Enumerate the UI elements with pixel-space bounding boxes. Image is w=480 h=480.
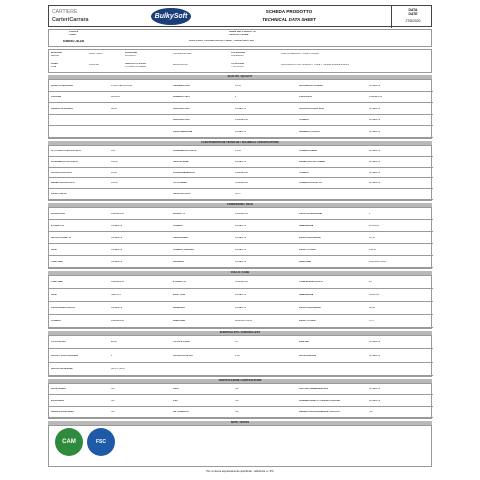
field-value: 4 (369, 212, 371, 215)
notes-band: NOTE / NOTES (48, 421, 432, 425)
field-label: BARCODE (299, 260, 312, 263)
field-label: STAMPA (299, 119, 309, 122)
field-value: PURA CELLULOSA (111, 84, 133, 87)
field-label: GPP RECOMMENDATION (299, 388, 328, 391)
field-label: ALTEZZA PALLET (173, 354, 194, 357)
tech-band: CARATTERISTICHE TECNICHE / TECHNICAL SPECIFICATIONS (48, 141, 432, 145)
field-label: PRINTAGGIO (173, 236, 188, 239)
table-row (49, 115, 433, 127)
field-value: NO (111, 411, 115, 414)
table-row (49, 407, 433, 418)
field-value: ASSENTE (369, 84, 381, 87)
field-label: PESO ROTOLO (173, 193, 191, 196)
field-label: PESO PACKAGING (299, 236, 321, 239)
field-label: TOTALE COLLI (173, 341, 191, 344)
cam-badge-icon: CAM (55, 428, 83, 456)
field-value: ASSENTE (369, 182, 381, 185)
field-value: NO (235, 399, 239, 402)
field-label: VASSOIO (173, 260, 184, 263)
field-label: BARCODE (173, 320, 186, 323)
field-label: PEZZI CONFEZIONE (299, 212, 323, 215)
field-label: LUNGHEZZA CARTA (173, 150, 197, 153)
field-label: PROTEZIONE (173, 160, 189, 163)
field-value: 8014326571116 (369, 260, 386, 263)
field-value: 2 (111, 354, 113, 357)
field-value: PRESENTE (235, 171, 248, 174)
pack-table (48, 207, 432, 269)
field-value: 8014326571130 (235, 320, 253, 323)
field-value: PRESENTE (235, 182, 248, 185)
field-label: GRADO DI BIANCO (51, 107, 74, 110)
table-row (49, 315, 433, 328)
field-label: STAMPA FASCETTA (299, 182, 322, 185)
field-label: ETICHETTA (173, 281, 187, 284)
field-label: MANIGLIA (173, 307, 185, 310)
product-code: 08087.E20 (63, 40, 85, 43)
field-label: PEFC (173, 388, 180, 391)
field-value: 20x10x10 (369, 224, 380, 227)
date-box: DATA DATE 27/8/2020 (391, 6, 434, 28)
field-label: PALLETIZZAZIONE (51, 368, 73, 371)
field-value: ASSENTE (111, 307, 123, 310)
field-label: STAMPA ANIMA (299, 150, 318, 153)
field-label: LUNGHEZZA STRAPPO (51, 160, 78, 163)
field-label: NORDIC ECOLABEL (51, 411, 75, 414)
case-band: COLLO / CASE (48, 271, 432, 275)
field-value: 15,40 (235, 150, 241, 153)
field-label: STAMPA VASSOIO (173, 248, 195, 251)
field-value: 98,00 (369, 307, 375, 310)
field-value: EPAL (111, 341, 117, 344)
field-label: CARTONE (51, 260, 63, 263)
field-label: EAN-128 (299, 341, 309, 344)
field-value: ASSENTE (369, 160, 381, 163)
table-row (49, 126, 433, 138)
cert-band: CERTIFICAZIONI / CERTIFICATION (48, 379, 432, 383)
field-label: ALIMENTARIETÀ / LEGGE ITALIANA (299, 399, 341, 402)
field-value: ASSENTE (111, 248, 123, 251)
field-value: ASSENTE (235, 236, 247, 239)
tech-table (48, 145, 432, 201)
field-label: FILM (51, 248, 57, 251)
field-label: TIPO PALLET (51, 341, 67, 344)
sheet-title: SCHEDA PRODOTTO (265, 9, 313, 14)
cert-table (48, 383, 432, 419)
table-row (49, 92, 433, 104)
table-row (49, 103, 433, 115)
table-row (49, 157, 433, 168)
field-value: PRESENTE (369, 96, 382, 99)
field-label: DIMENSIONI (299, 294, 314, 297)
product-name: BULKYSOFT CLASSIC HOTEL TOILET TISSUE ROLL 160 (189, 40, 254, 42)
field-value: ASSENTE (235, 260, 247, 263)
table-row (49, 276, 433, 289)
field-label: STAMPA (299, 171, 309, 174)
field-value: 2 (235, 96, 237, 99)
field-label: STAMPA (51, 320, 61, 323)
field-label: DIAMETRO INT. ANIMA (299, 160, 326, 163)
table-row (49, 178, 433, 189)
field-value: ASSENTE (369, 171, 381, 174)
field-value: ASSENTE (369, 119, 381, 122)
field-value: ASSENTE (235, 224, 247, 227)
field-label: PESO TOTALE (299, 248, 316, 251)
table-row (49, 208, 433, 220)
field-label: PESO TOTALE (299, 320, 316, 323)
footer-note: Per a misure espressamente specificati - tolleranze +/- 5% (206, 470, 274, 473)
quality-band: QUALITÀ / QUALITY (48, 75, 432, 79)
table-row (49, 384, 433, 395)
field-value: ASSENTE (235, 160, 247, 163)
field-label: NOTA ETICHETTA (51, 236, 72, 239)
product-identity: CODICE CODE 08087.E20 NOME DEL PRODOTTO PRODUCT NAME BULKYSOFT CLASSIC HOTEL TOILET TISSUE ROLL 160 (48, 29, 432, 47)
bulkysoft-logo: BulkySoft (151, 8, 191, 25)
notes-area (48, 425, 432, 467)
field-value: NO (369, 411, 373, 414)
field-value: ASSENTE (369, 399, 381, 402)
field-value: ASSENTE (235, 130, 247, 133)
technical-data-sheet (48, 5, 432, 477)
pack-band: CONFEZIONE / PACK (48, 203, 432, 207)
field-value: ASSENTE (235, 307, 247, 310)
field-label: POSIZIONAMENTO (173, 171, 195, 174)
field-label: COLORE (51, 96, 62, 99)
field-label: GOFFRATURA (173, 107, 190, 110)
field-value: PRESENTE (111, 281, 124, 284)
field-label: CARTONE (51, 281, 63, 284)
field-value: 95,00 (111, 171, 117, 174)
sheet-header (48, 5, 432, 27)
field-value: NO (111, 399, 115, 402)
field-value: 2,00 (235, 354, 240, 357)
table-row (49, 302, 433, 315)
field-label: NUMERO COLORI (299, 130, 320, 133)
field-label: PESO CARTA (51, 193, 67, 196)
field-label: STAMPA (173, 224, 183, 227)
field-label: COLLANTE (299, 96, 313, 99)
table-row (49, 363, 433, 376)
field-value: PRESENTE (235, 119, 248, 122)
field-label: FASCETTA (173, 212, 186, 215)
field-label: GOFFRATURA (173, 119, 190, 122)
field-value: ASSENTE (369, 341, 381, 344)
table-row (49, 395, 433, 406)
field-value: ASSENTE (369, 354, 381, 357)
field-value: 5,70 (369, 320, 374, 323)
field-label: PRINTAGGIO COLLO (51, 307, 75, 310)
table-row (49, 146, 433, 157)
field-value: 35 (235, 341, 238, 344)
field-value: ASSENTE (111, 260, 123, 263)
field-label: PALLET PER COLONNA (51, 354, 79, 357)
field-value: 60x40x19 (369, 294, 380, 297)
field-value: ASSENTE (369, 130, 381, 133)
field-label: FSC (173, 399, 178, 402)
field-value: BIANCO (111, 96, 121, 99)
pallet-table (48, 335, 432, 377)
field-label: EASY BAG (173, 294, 186, 297)
field-label: FILM (51, 294, 57, 297)
field-label: DIAMETRO ROTOLO (51, 182, 75, 185)
field-value: ASSENTE (369, 150, 381, 153)
table-row (49, 189, 433, 200)
table-row (49, 168, 433, 179)
field-value: NO (235, 411, 239, 414)
field-label: INVOLUCRO (51, 212, 66, 215)
table-row (49, 256, 433, 268)
field-value: 24 (369, 281, 372, 284)
sheet-subtitle: TECHNICAL DATA SHEET (262, 17, 316, 22)
field-label: N. STRAPPI PER ROTOLO (51, 150, 81, 153)
field-label: DIMENSIONI (299, 224, 314, 227)
field-value: 82,00 (111, 107, 117, 110)
table-row (49, 244, 433, 256)
field-value: ASSENTE (235, 294, 247, 297)
field-value: PRESENTE (235, 212, 248, 215)
field-value: NEUTRO (111, 294, 122, 297)
fsc-badge-icon: FSC (87, 428, 115, 456)
field-value: PRESENTE (111, 212, 124, 215)
table-row (49, 289, 433, 302)
field-value: 160 (111, 150, 115, 153)
field-label: DE COMPOST (173, 411, 190, 414)
field-label: NOTE EAN-128 (299, 354, 317, 357)
field-value: ASSENTE (235, 107, 247, 110)
field-value: 16,50 (235, 84, 241, 87)
field-value: (2x5) + (2x5) (111, 368, 125, 371)
field-value: NO (235, 388, 239, 391)
field-value: ASSENTE (369, 107, 381, 110)
brand-block: MARCHIO BRAND BULKYSOFT DIVISIONE DIVISION PROFESSIONAL CATEGORIA CATEGORY CARTA IGIENICA / TOILET PAPER LINEA LINE CLASSIC AREA DI UTILIZZO UTILIZATION AREA WASHROOM TIPOLOGIA TYPOLOGY ASCIUGA ROTOLI SINGOLI / TOILET TISSUE SINGLE ROLLS (48, 49, 432, 73)
pallet-band: EUROPALLETS / EUROPALLETS (48, 331, 432, 335)
field-label: TIPO ANIMA (173, 182, 187, 185)
field-label: QUALITÀ MATERIA (51, 84, 73, 87)
field-label: DERMATOLOGICAMENTE TESTATA (299, 411, 340, 414)
field-label: BLUE ANGEL (51, 388, 67, 391)
table-row (49, 220, 433, 232)
table-row (49, 232, 433, 244)
field-label: PROFUMAZIONE (173, 130, 193, 133)
field-value: 236,00 (369, 248, 377, 251)
field-value: PRESENTE (111, 320, 124, 323)
cartiere-carrara-logo: CARTIERE CarteriCarrara (52, 9, 89, 23)
table-row (49, 336, 433, 349)
field-label: ALTEZZA ROTOLO (51, 171, 73, 174)
field-value: 100,00 (111, 160, 119, 163)
field-label: GRAMMATURA (173, 84, 191, 87)
field-value: PRESENTE (235, 281, 248, 284)
field-label: CONFEZIONI COLLO (299, 281, 323, 284)
field-label: PESO PACKAGING (299, 307, 321, 310)
field-value: ASSENTE (111, 236, 123, 239)
field-value: 63,67 (235, 193, 241, 196)
field-value: 13,50 (369, 236, 375, 239)
field-value: ASSENTE (111, 224, 123, 227)
field-label: ECOLABEL (51, 399, 65, 402)
field-label: NUMERO VELI (173, 96, 190, 99)
field-value: ASSENTE (369, 388, 381, 391)
field-value: NO (111, 388, 115, 391)
field-label: ACCOPPIATURA VELI (299, 107, 324, 110)
field-value: 100,00 (111, 182, 119, 185)
table-row (49, 349, 433, 362)
table-row (49, 80, 433, 92)
quality-table (48, 79, 432, 139)
case-table (48, 275, 432, 329)
field-value: ASSENTE (235, 248, 247, 251)
field-label: ETICHETTA (51, 224, 65, 227)
field-label: SISTEMA DI STAMPA (299, 84, 323, 87)
